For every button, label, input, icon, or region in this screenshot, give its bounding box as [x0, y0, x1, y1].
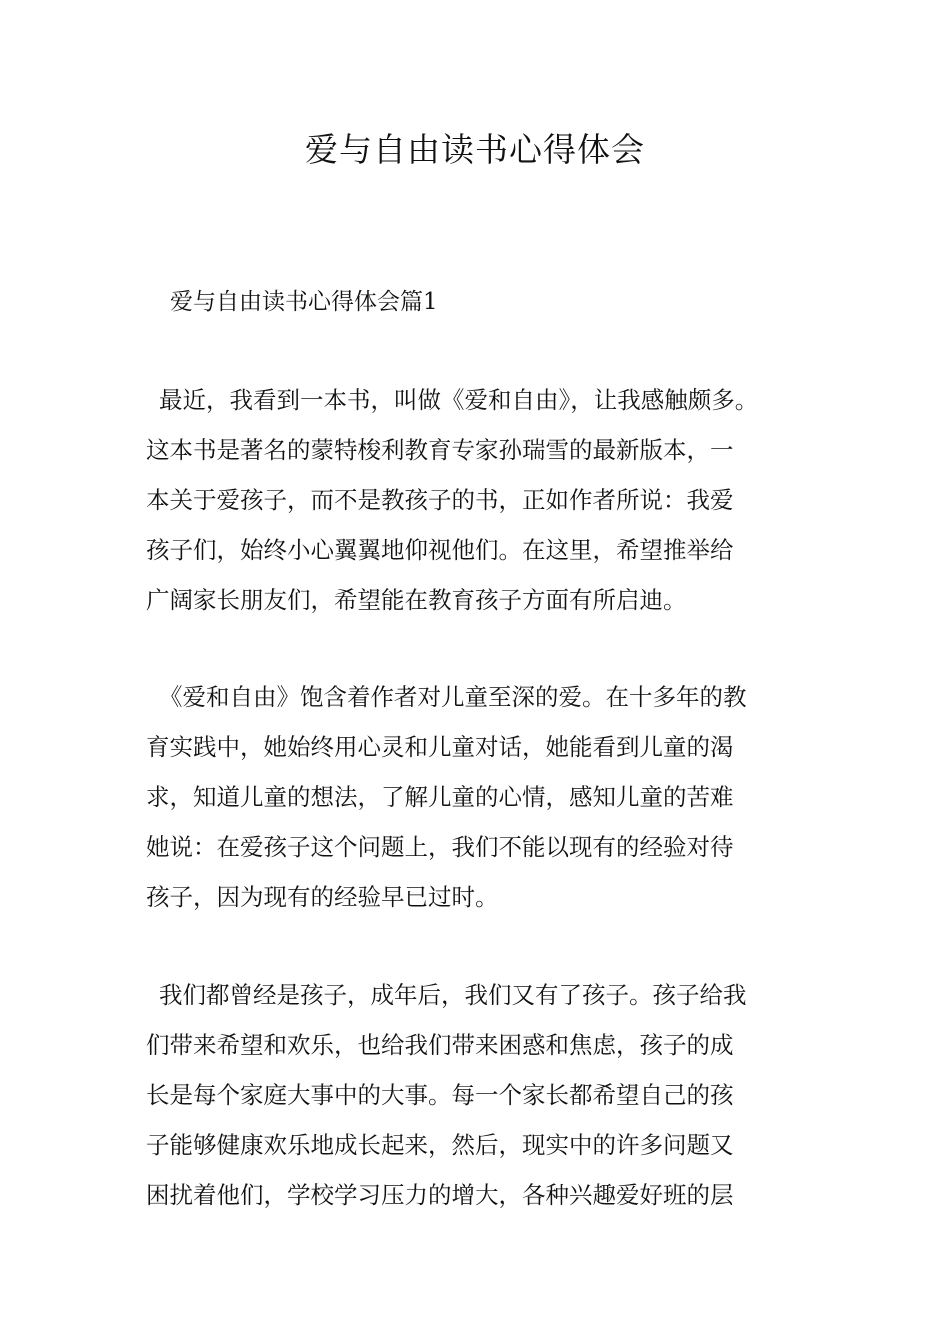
paragraph-line: 这本书是著名的蒙特梭利教育专家孙瑞雪的最新版本，一 [146, 436, 734, 464]
paragraph-line: 《爱和自由》饱含着作者对儿童至深的爱。在十多年的教 [159, 683, 747, 711]
paragraph-line: 孩子们，始终小心翼翼地仰视他们。在这里，希望推举给 [146, 536, 734, 564]
paragraph-2 [146, 672, 836, 922]
paragraph-line: 广阔家长朋友们，希望能在教育孩子方面有所启迪。 [146, 586, 687, 614]
paragraph-line: 本关于爱孩子，而不是教孩子的书，正如作者所说：我爱 [146, 486, 734, 514]
paragraph-line: 最近，我看到一本书，叫做《爱和自由》，让我感触颇多。 [159, 386, 759, 414]
paragraph-line: 求，知道儿童的想法，了解儿童的心情，感知儿童的苦难 [146, 783, 734, 811]
paragraph-line: 孩子，因为现有的经验早已过时。 [146, 883, 499, 911]
paragraph-line: 困扰着他们，学校学习压力的增大，各种兴趣爱好班的层 [146, 1181, 734, 1209]
paragraph-line: 子能够健康欢乐地成长起来，然后，现实中的许多问题又 [146, 1131, 734, 1159]
section-heading: 爱与自由读书心得体会篇1 [170, 289, 438, 315]
paragraph-line: 们带来希望和欢乐，也给我们带来困惑和焦虑，孩子的成 [146, 1031, 734, 1059]
document-title: 爱与自由读书心得体会 [305, 130, 645, 169]
paragraph-line: 育实践中，她始终用心灵和儿童对话，她能看到儿童的渴 [146, 733, 734, 761]
paragraph-3 [146, 970, 836, 1220]
paragraph-line: 长是每个家庭大事中的大事。每一个家长都希望自己的孩 [146, 1081, 734, 1109]
paragraph-line: 我们都曾经是孩子，成年后，我们又有了孩子。孩子给我 [159, 981, 747, 1009]
paragraph-1 [146, 375, 836, 625]
paragraph-line: 她说：在爱孩子这个问题上，我们不能以现有的经验对待 [146, 833, 734, 861]
